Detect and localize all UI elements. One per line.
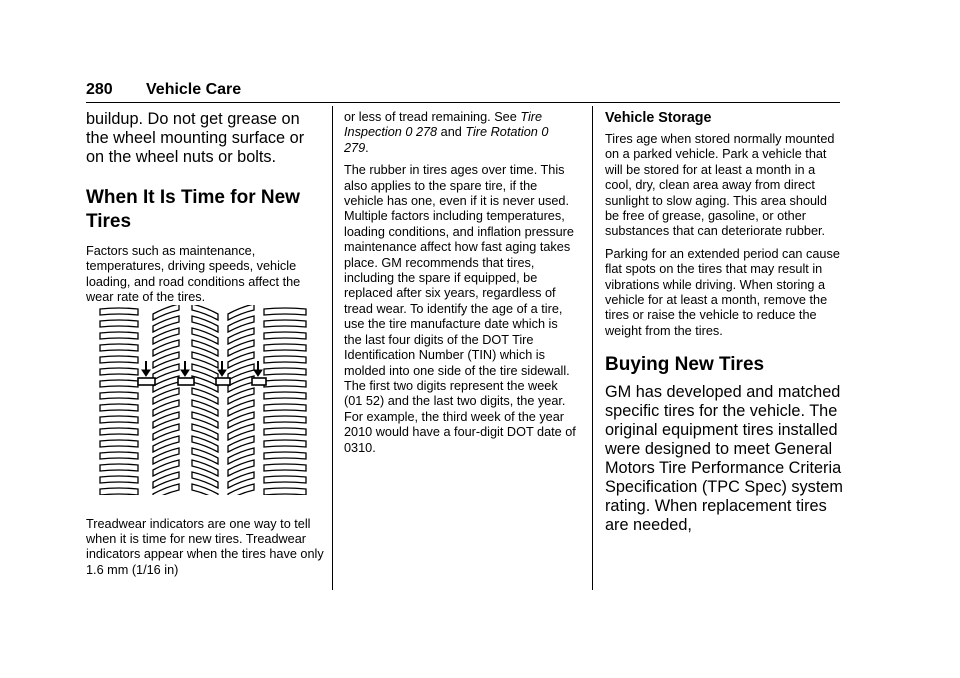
page-number: 280 (86, 81, 113, 98)
tire-rotation-ref: 0 279 (344, 125, 549, 155)
tread-block (100, 476, 138, 483)
section-title: Vehicle Care (146, 81, 242, 98)
down-arrow-icon (254, 361, 262, 376)
tread-block (264, 320, 306, 327)
storage-paragraph-2: Parking for an extended period can cause flat spots on the tires that may result in vibrations while driving. When storing a vehicle for at least a month, remove the tires or raise the vehicle to reduce the weight from the tires. (605, 246, 840, 338)
header-rule (86, 102, 840, 103)
tread-block (264, 452, 306, 459)
tread-block (100, 356, 138, 363)
rubber-aging-paragraph: The rubber in tires ages over time. This also applies to the spare tire, if the vehicle has one, even if it is never used. Multiple factors including temperatures, loading conditions, and inflation pressure maintenance affect how fast aging takes place. GM recommends that tires, including the spare if equipped, be replaced after six years, regardless of tread wear. To identify the age of a tire, use the tire manufacture date which is the last four digits of the DOT Tire Identification Number (TIN) which is molded into one side of the tire sidewall. The first two digits represent the week (01 52) and the last two digits, the year. For example, the third week of the year 2010 would have a four-digit DOT date of 0310. (344, 163, 576, 455)
tread-text-c: . (365, 140, 369, 155)
tread-block (100, 488, 138, 495)
tread-block (264, 416, 306, 423)
tread-block (264, 464, 306, 471)
tread-block (100, 380, 138, 387)
tread-block (100, 428, 138, 435)
treadwear-indicator-bar (178, 378, 194, 385)
tread-block (264, 332, 306, 339)
tread-block (264, 308, 306, 315)
treadwear-indicator-bar (216, 378, 230, 385)
down-arrow-icon (181, 361, 189, 376)
tread-block (264, 404, 306, 411)
tread-text-b: and (437, 125, 466, 140)
tread-block (100, 416, 138, 423)
tread-block (100, 320, 138, 327)
tread-block (264, 344, 306, 351)
page-header (86, 78, 840, 103)
tread-block (264, 440, 306, 447)
tread-text-a: or less of tread remaining. See (344, 110, 521, 124)
tire-inspection-link[interactable]: Tire Inspection (344, 110, 543, 140)
treadwear-paragraph: Treadwear indicators are one way to tell when it is time for new tires. Treadwear indicators appear when the tires have only 1.6 mm (1/16 in) (86, 516, 324, 577)
tread-block (100, 464, 138, 471)
tread-block (100, 332, 138, 339)
vehicle-storage-heading: Vehicle Storage (605, 110, 712, 126)
tire-rotation-link[interactable]: Tire Rotation (465, 125, 538, 140)
tread-block (264, 356, 306, 363)
tire-inspection-ref: 0 278 (401, 125, 438, 140)
down-arrow-icon (142, 361, 150, 376)
new-tires-heading: When It Is Time for New Tires (86, 187, 300, 232)
column-divider-left (332, 106, 333, 590)
tread-block (264, 368, 306, 375)
tread-block (100, 440, 138, 447)
storage-paragraph-1: Tires age when stored normally mounted on a parked vehicle. Park a vehicle that will be stored for at least a month in a cool, dry, clean area away from direct sunlight to slow aging. This area should be free of grease, gasoline, or other substances that can deteriorate rubber. (605, 132, 835, 239)
buying-new-tires-heading: Buying New Tires (605, 354, 765, 376)
column-2 (344, 110, 576, 463)
column-3 (605, 110, 843, 535)
tread-block (264, 392, 306, 399)
tread-block (264, 380, 306, 387)
tread-block (100, 344, 138, 351)
treadwear-indicator-illustration (98, 305, 308, 495)
treadwear-indicator-bar (138, 378, 155, 385)
tread-block (264, 428, 306, 435)
down-arrow-icon (218, 361, 226, 376)
treadwear-indicator-bar (252, 378, 266, 385)
buying-paragraph: GM has developed and matched specific tires for the vehicle. The original equipment tires installed were designed to meet General Motors Tire Performance Criteria Specification (TPC Spec) system rating. When replacement tires are needed, (605, 383, 843, 535)
tread-block (264, 488, 306, 495)
tread-block (100, 452, 138, 459)
tread-block (100, 392, 138, 399)
tread-block (100, 368, 138, 375)
tread-remaining-paragraph (344, 110, 576, 156)
tread-block (264, 476, 306, 483)
tread-block (100, 404, 138, 411)
wear-factors-paragraph: Factors such as maintenance, temperatures, driving speeds, vehicle loading, and road conditions affect the wear rate of the tires. (86, 244, 301, 305)
intro-text: buildup. Do not get grease on the wheel mounting surface or on the wheel nuts or bolts. (86, 110, 305, 166)
column-divider-right (592, 106, 593, 590)
tread-block (100, 308, 138, 315)
